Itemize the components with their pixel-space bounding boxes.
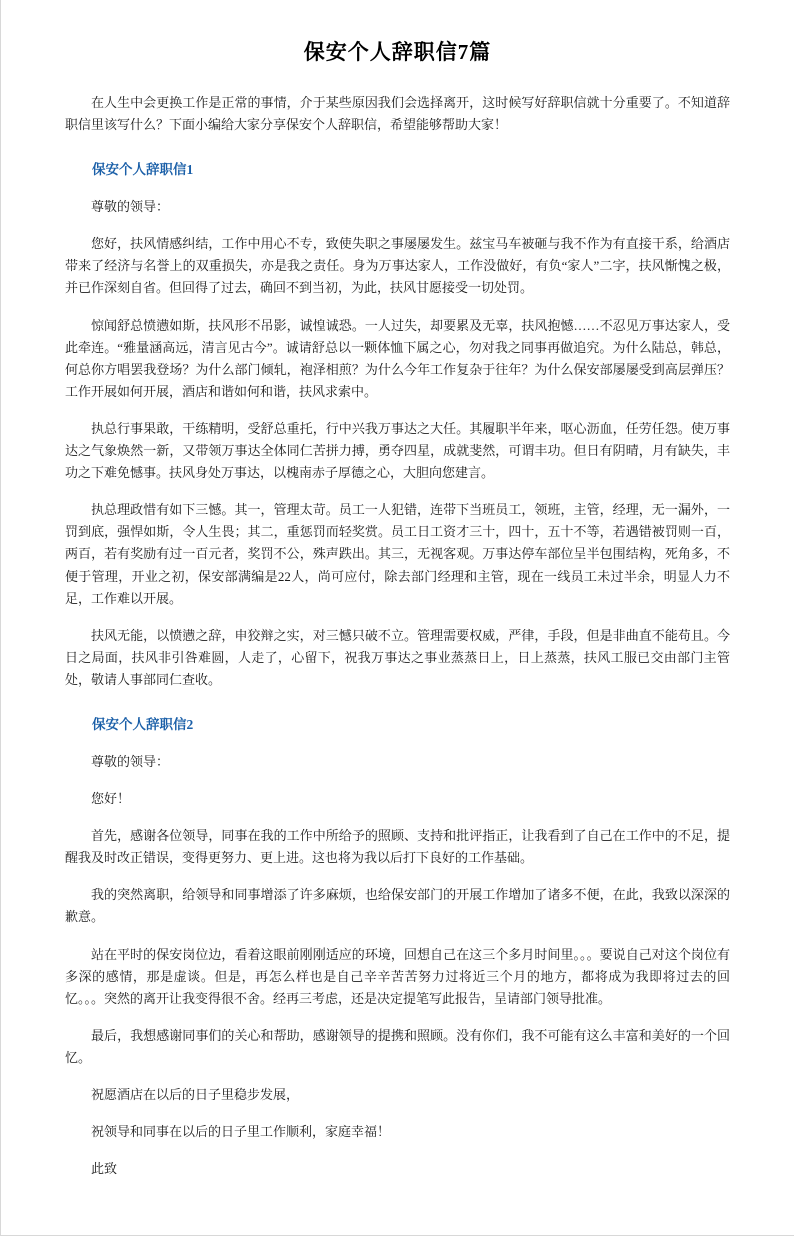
- paragraph: 您好，扶风情感纠结，工作中用心不专，致使失职之事屡屡发生。兹宝马车被砸与我不作为有直接干系，给酒店带来了经济与名誉上的双重损失，亦是我之责任。身为万事达家人，工作没做好，有负“家人”二字，扶风惭愧之极，并已作深刻自省。但回得了过去，确回不到当初，为此，扶风甘愿接受一切处罚。: [65, 236, 730, 296]
- paragraph: 尊敬的领导：: [91, 199, 170, 215]
- paragraph: 我的突然离职，给领导和同事增添了许多麻烦，也给保安部门的开展工作增加了诸多不便，在此，我致以深深的歉意。: [65, 887, 730, 925]
- paragraph: 惊闻舒总愤懑如斯，扶风形不吊影，诚惶诚恐。一人过失，却要累及无辜，扶风抱憾……不忍见万事达家人，受此牵连。“雅量涵高远，清言见古今”。诚请舒总以一颗体恤下属之心，勿对我之同事再做追究。为什么陆总，韩总，何总你方唱罢我登场？为什么部门倾轧，袍泽相煎？为什么今年工作复杂于往年？为什么保安部屡屡受到高层弹压？工作开展如何开展，酒店和谐如何和谐，扶风求索中。: [65, 317, 730, 399]
- paragraph: 扶风无能，以愤懑之辞，申狡辩之实，对三憾只破不立。管理需要权威，严律，手段，但是非曲直不能苟且。今日之局面，扶风非引咎难圆，人走了，心留下，祝我万事达之事业蒸蒸日上，日上蒸蒸，扶风工服已交由部门主管处，敬请人事部同仁查收。: [65, 627, 730, 687]
- paragraph: 在人生中会更换工作是正常的事情，介于某些原因我们会选择离开，这时候写好辞职信就十分重要了。不知道辞职信里该写什么？下面小编给大家分享保安个人辞职信，希望能够帮助大家！: [65, 95, 730, 133]
- paragraph: 执总理政惜有如下三憾。其一，管理太苛。员工一人犯错，连带下当班员工，领班，主管，经理，无一漏外，一罚到底，强悍如斯，令人生畏；其二，重惩罚而轻奖赏。员工日工资才三十，四十，五十不等，若遇错被罚则一百，两百，若有奖励有过一百元者，奖罚不公，殊声跌出。其三，无视客观。万事达停车部位呈半包围结构，死角多，不便于管理，开业之初，保安部满编是22人，尚可应付，除去部门经理和主管，现在一线员工未过半余，明显人力不足，工作难以开展。: [65, 502, 730, 606]
- paragraph: 您好！: [91, 791, 131, 807]
- paragraph: 祝领导和同事在以后的日子里工作顺利，家庭幸福！: [91, 1124, 391, 1140]
- paragraph: 站在平时的保安岗位边，看着这眼前刚刚适应的环境，回想自己在这三个多月时间里。。。要说自己对这个岗位有多深的感情，那是虚谈。但是，再怎么样也是自己辛辛苦苦努力过将近三个月的地方，都将成为我即将过去的回忆。。。突然的离开让我变得很不舍。经再三考虑，还是决定提笔写此报告，呈请部门领导批准。: [65, 946, 730, 1006]
- paragraph: 尊敬的领导：: [91, 753, 170, 769]
- section-heading: 保安个人辞职信2: [92, 716, 194, 732]
- paragraph: 执总行事果敢，干练精明，受舒总重托，行中兴我万事达之大任。其履职半年来，呕心沥血，任劳任怨。使万事达之气象焕然一新，又带领万事达全体同仁苦拼力搏，勇夺四星，成就斐然，可谓丰功。但日有阴晴，月有缺失，丰功之下难免憾事。扶风身处万事达，以槐南赤子厚德之心，大胆向您建言。: [65, 420, 730, 481]
- document-body: [65, 36, 730, 1180]
- paragraph: 首先，感谢各位领导，同事在我的工作中所给予的照顾、支持和批评指正，让我看到了自己在工作中的不足，提醒我及时改正错误，变得更努力、更上进。这也将为我以后打下良好的工作基础。: [65, 828, 730, 866]
- paragraph: 最后，我想感谢同事们的关心和帮助，感谢领导的提携和照顾。没有你们，我不可能有这么丰富和美好的一个回忆。: [65, 1027, 730, 1065]
- paragraph: 此致: [91, 1161, 118, 1177]
- paragraph: 祝愿酒店在以后的日子里稳步发展，: [91, 1087, 300, 1102]
- section-heading: 保安个人辞职信1: [92, 162, 194, 178]
- document-title: 保安个人辞职信7篇: [303, 40, 492, 64]
